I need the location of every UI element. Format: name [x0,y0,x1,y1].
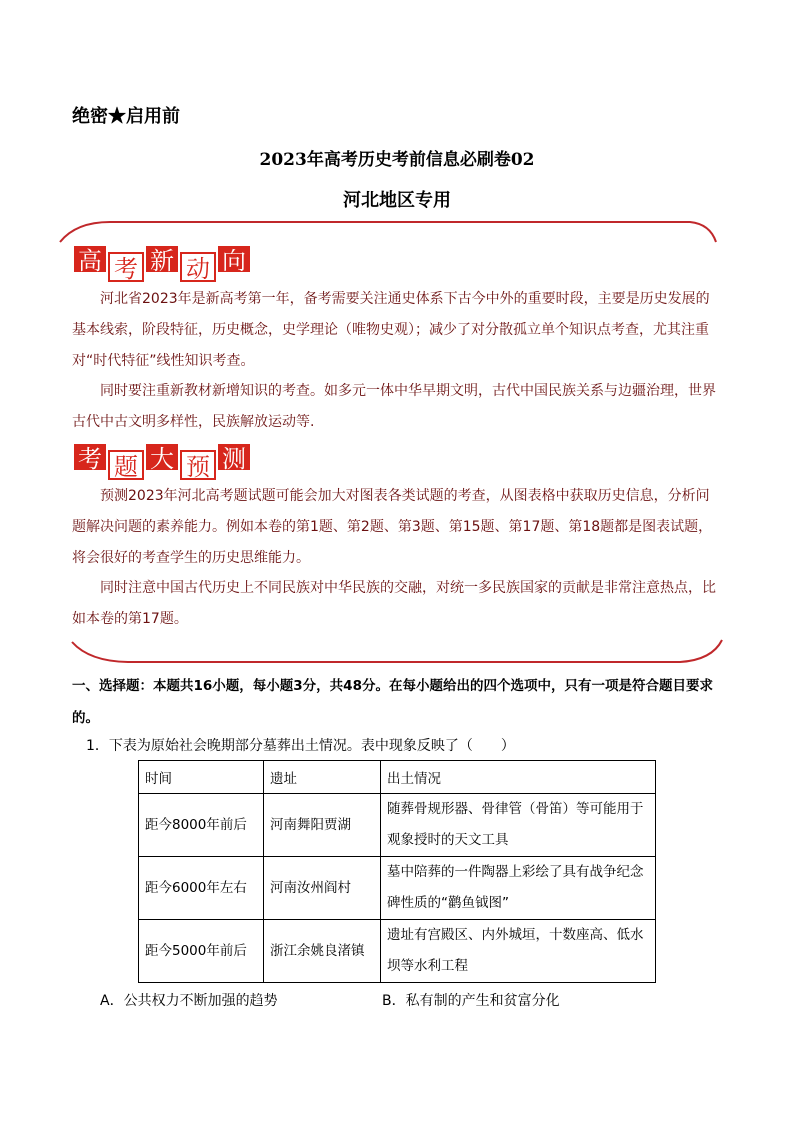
tag-char: 题 [108,450,144,480]
paragraph: 河北省2023年是新高考第一年，备考需要关注通史体系下古今中外的重要时段，主要是历史发展的基本线索，阶段特征，历史概念，史学理论（唯物史观）；减少了对分散孤立单个知识点考查，尤其注重对“时代特征”线性知识考查。 [72,291,710,369]
tag-char: 考 [108,252,144,282]
tag-char: 预 [180,450,216,480]
table-cell: 遗址有宫殿区、内外城垣，十数座高、低水坝等水利工程 [381,920,656,983]
excavation-table [138,760,656,983]
table-cell: 距今8000年前后 [139,794,264,857]
page-subtitle: 河北地区专用 [343,190,451,211]
paragraph: 同时注意中国古代历史上不同民族对中华民族的交融，对统一多民族国家的贡献是非常注意热点，比如本卷的第17题。 [72,580,716,627]
table-header: 遗址 [264,761,381,794]
table-row [139,794,656,857]
table-row [139,920,656,983]
section-tag-new-trends [72,244,252,282]
table-cell: 随葬骨规形器、骨律管（骨笛）等可能用于观象授时的天文工具 [381,794,656,857]
table-row [139,857,656,920]
table-header: 出土情况 [381,761,656,794]
secret-label: 绝密★启用前 [72,106,180,127]
tag-char: 测 [216,442,252,472]
tag-char: 大 [144,442,180,472]
table-header-row [139,761,656,794]
option-a[interactable]: A．公共权力不断加强的趋势 [100,993,278,1009]
page-title: 2023年高考历史考前信息必刷卷02 [259,150,535,170]
paragraph: 预测2023年河北高考题试题可能会加大对图表各类试题的考查，从图表格中获取历史信息，分析问题解决问题的素养能力。例如本卷的第1题、第2题、第3题、第15题、第17题、第18题都是图表试题，将会很好的考查学生的历史思维能力。 [72,488,713,566]
table-cell: 浙江余姚良渚镇 [264,920,381,983]
question-stem: 1．下表为原始社会晚期部分墓葬出土情况。表中现象反映了（ ） [86,738,515,754]
table-cell: 距今5000年前后 [139,920,264,983]
table-cell: 距今6000年左右 [139,857,264,920]
tag-char: 考 [72,442,108,472]
table-cell: 墓中陪葬的一件陶器上彩绘了具有战争纪念碑性质的“鹳鱼钺图” [381,857,656,920]
table-header: 时间 [139,761,264,794]
table-cell: 河南舞阳贾湖 [264,794,381,857]
tag-char: 动 [180,252,216,282]
tag-char: 新 [144,244,180,274]
section-tag-predictions [72,442,252,480]
question-instruction: 一、选择题：本题共16小题，每小题3分，共48分。在每小题给出的四个选项中，只有一项是符合题目要求的。 [72,678,713,726]
option-b[interactable]: B．私有制的产生和贫富分化 [382,993,560,1009]
tag-char: 向 [216,244,252,274]
table-cell: 河南汝州阎村 [264,857,381,920]
paragraph: 同时要注重新教材新增知识的考查。如多元一体中华早期文明，古代中国民族关系与边疆治理，世界古代中古文明多样性，民族解放运动等. [72,383,716,430]
tag-char: 高 [72,244,108,274]
